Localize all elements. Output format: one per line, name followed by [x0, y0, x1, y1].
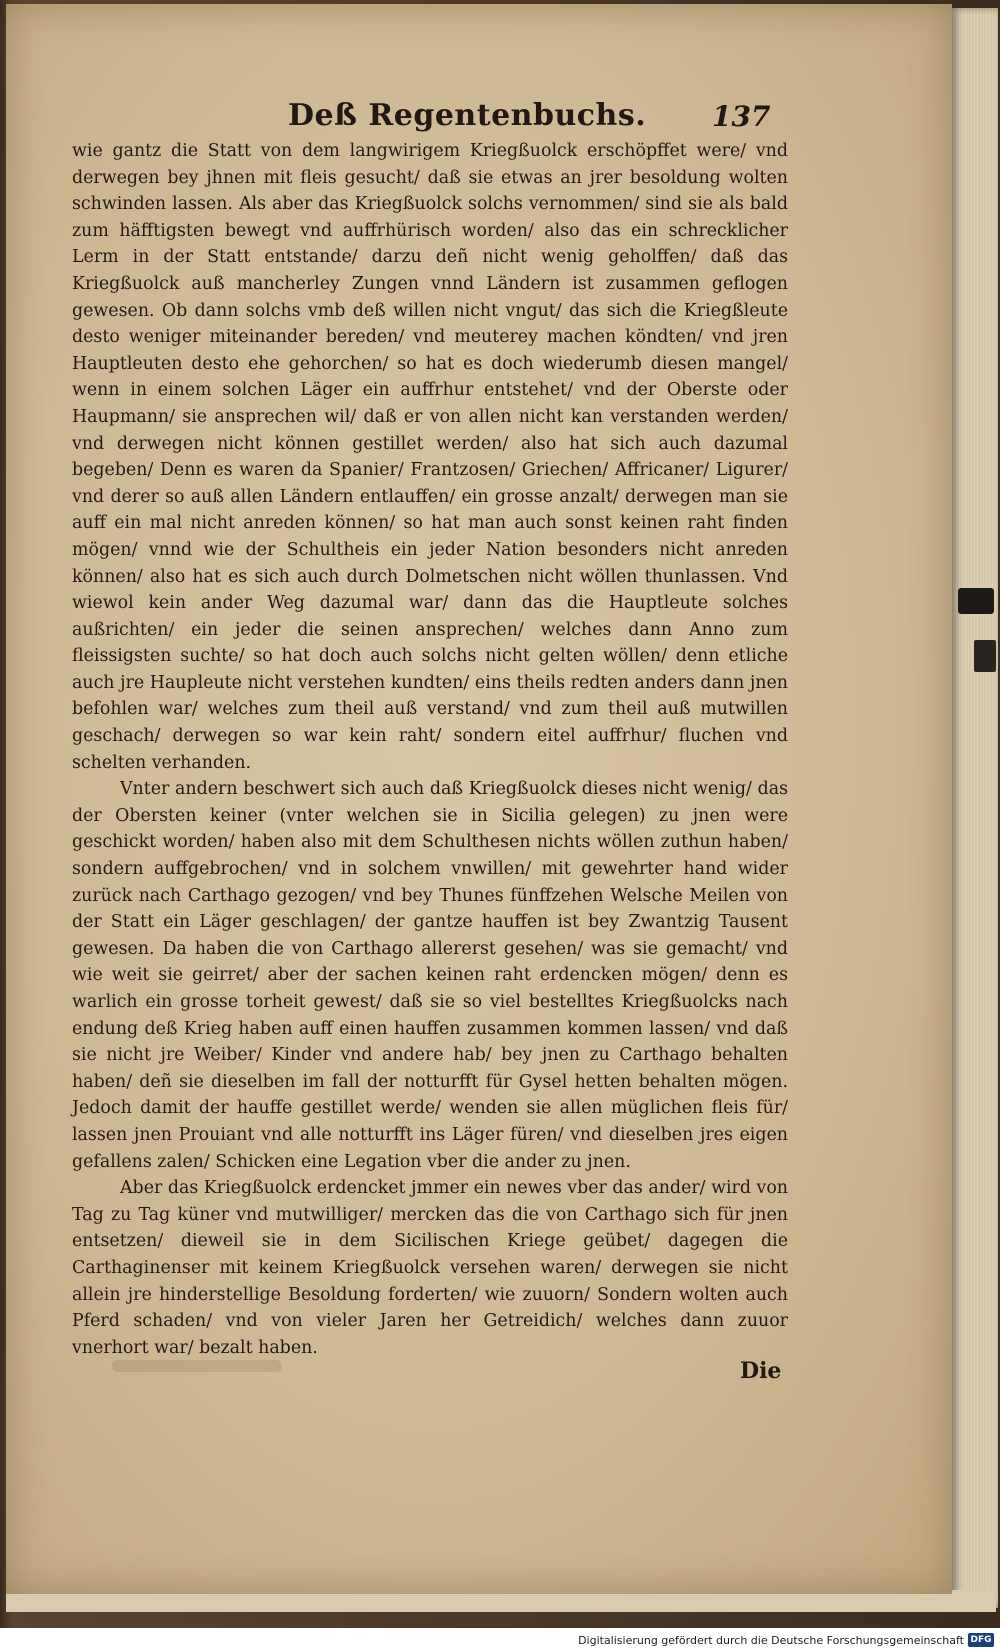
paragraph-1: wie gantz die Statt von dem langwirigem Kriegßuolck erschöpffet were/ vnd derwegen bey jhnen mit fleis gesucht/ daß sie etwas an jrer besoldung wolten schwinden lassen. Als aber das Kriegßuolck solchs vernommen/ sind sie als bald zum häfftigsten bewegt vnd auffrhürisch worden/ also das ein schrecklicher Lerm in der Statt entstande/ darzu deñ nicht wenig geholffen/ daß das Kriegßuolck auß mancherley Zungen vnnd Ländern ist zusammen geflogen gewesen. Ob dann solchs vmb deß willen nicht vngut/ das sich die Kriegßleute desto weniger miteinander bereden/ vnd meuterey machen köndten/ vnd jren Hauptleuten desto ehe gehorchen/ so hat es doch wiederumb diesen mangel/ wenn in einem solchen Läger ein auffrhur entstehet/ vnd der Oberste oder Haupmann/ sie ansprechen wil/ daß er von allen nicht kan verstanden werden/ vnd derwegen nicht können gestillet werden/ also hat sich auch dazumal begeben/ Denn es waren da Spanier/ Frantzosen/ Griechen/ Affricaner/ Ligurer/ vnd derer so auß allen Ländern entlauffen/ ein grosse anzalt/ derwegen man sie auff ein mal nicht anreden können/ so hat man auch sonst keinen raht finden mögen/ vnnd wie der Schultheis ein jeder Nation besonders nicht anreden können/ also hat es sich auch durch Dolmetschen nicht wöllen thunlassen. Vnd wiewol kein ander Weg dazumal war/ dann das die Hauptleute solches außrichten/ ein jeder die seinen ansprechen/ welches dann Anno zum fleissigsten suchte/ so hat doch auch solchs nicht gelten wöllen/ denn etliche auch jre Haupleute nicht verstehen kundten/ eins theils redten anders dann jnen befohlen war/ welches zum theil auß verstand/ vnd zum theil auß mutwillen geschach/ derwegen so war kein raht/ sondern eitel auffrhur/ fluchen vnd schelten verhanden. [72, 141, 788, 773]
running-head: Deß Regentenbuchs. [288, 98, 647, 133]
page-clip [958, 588, 994, 614]
paragraph-3: Aber das Kriegßuolck erdencket jmmer ein newes vber das ander/ wird von Tag zu Tag küner vnd mutwilliger/ mercken das die von Carthago sich für jnen entsetzen/ dieweil sie in dem Sicilischen Kriege geübet/ dagegen die Carthaginenser mit keinem Kriegßuolck versehen waren/ derwegen sie nicht allein jre hinderstellige Besoldung forderten/ wie zuuorn/ Sondern wolten auch Pferd schaden/ vnd von vieler Jaren her Getreidich/ welches dann zuuor vnerhort war/ bezalt haben. [72, 1178, 788, 1358]
paragraph-2: Vnter andern beschwert sich auch daß Kriegßuolck dieses nicht wenig/ das der Obersten keiner (vnter welchen sie in Sicilia gelegen) zu jnen were geschickt worden/ haben also mit dem Schulthesen nichts wöllen zuthun haben/ sondern auffgebrochen/ vnd in solchem vnwillen/ mit gewehrter hand wider zurück nach Carthago gezogen/ vnd bey Thunes fünffzehen Welsche Meilen von der Statt ein Läger geschlagen/ der gantze hauffen ist bey Zwantzig Tausent gewesen. Da haben die von Carthago allererst gesehen/ was sie gemacht/ vnd wie weit sie geirret/ aber der sachen keinen raht erdencken mögen/ denn es warlich ein grosse torheit gewest/ daß sie so viel bestelltes Kriegßuolcks nach endung deß Krieg haben auff einen hauffen zusammen kommen lassen/ vnd daß sie nicht jre Weiber/ Kinder vnd andere hab/ bey jnen zu Carthago behalten haben/ deñ sie dieselben im fall der notturfft für Gysel hetten behalten mögen. Jedoch damit der hauffe gestillet werde/ wenden sie allen müglichen fleis für/ lassen jnen Prouiant vnd alle notturfft ins Läger füren/ vnd dieselben jres eigen gefallens zalen/ Schicken eine Legation vber die ander zu jnen. [72, 779, 788, 1172]
body-text [72, 138, 788, 1361]
faint-ink-mark [112, 1360, 282, 1372]
page-clip-secondary [974, 640, 996, 672]
dfg-logo: DFG [968, 1633, 994, 1647]
page-fore-edge [952, 8, 998, 1608]
funding-credit: Digitalisierung gefördert durch die Deutsche Forschungsgemeinschaft [578, 1634, 964, 1647]
catchword: Die [740, 1358, 782, 1384]
page-number: 137 [712, 100, 771, 133]
